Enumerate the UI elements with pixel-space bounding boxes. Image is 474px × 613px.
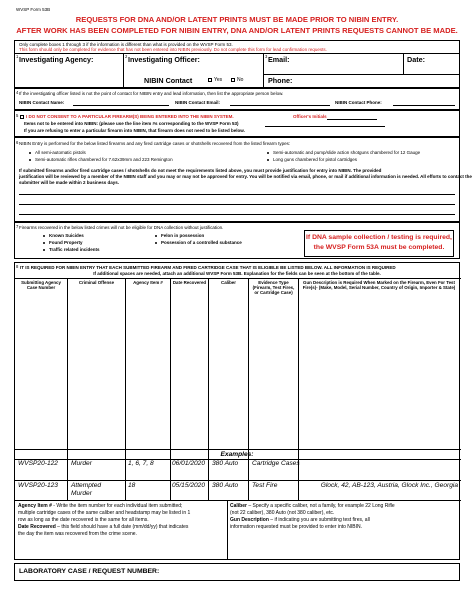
- dna-alert-box: [304, 230, 454, 257]
- contact-phone-field[interactable]: [393, 105, 455, 106]
- bullet-suicides: Known Suicides: [43, 233, 84, 238]
- bullet-controlled-substance: Possession of a controlled substance: [155, 240, 242, 245]
- header-line-2: AFTER WORK HAS BEEN COMPLETED FOR NIBIN ENTRY, DNA AND/OR LATENT PRINTS REQUESTS CANNOT BE MADE.: [16, 26, 458, 35]
- contact-email-field[interactable]: [230, 105, 330, 106]
- explanation-item: Agency Item # - Write the item number for each individual item submitted;: [18, 503, 183, 509]
- example-1-caliber: 380 Auto: [212, 460, 239, 467]
- header-line-1: REQUESTS FOR DNA AND/OR LATENT PRINTS MUST BE MADE PRIOR TO NIBIN ENTRY.: [75, 15, 399, 24]
- table-additional-line: If additional spaces are needed, attach an additional WVSP Form 53B. Explanation for the fields can be seen at the bottom of the table.: [93, 271, 381, 276]
- section1-intro: Only complete boxes 1 through 3 if the information is different than what is provided on the WVSP Form 53.: [19, 42, 233, 47]
- yes-label: Yes: [214, 77, 223, 83]
- consent-text: I DO NOT CONSENT TO A PARTICULAR FIREARM(S) BEING ENTERED INTO THE NIBIN SYSTEM.: [26, 114, 234, 119]
- col-header-evidence-type: Evidence Type (Firearm, Test Fires, or Cartridge Case): [252, 280, 295, 295]
- bullet-found-property: Found Property: [43, 240, 83, 245]
- nibin-contact-label: NIBIN Contact: [144, 76, 193, 85]
- explanation-gun: Gun Description – if indicating you are submitting test fires, all: [230, 517, 370, 523]
- example-1-evidence: Cartridge Cases: [252, 460, 300, 467]
- bullet-semi-rifles: Semi-automatic rifles chambered for 7.62x39mm and 223 Remington: [29, 157, 173, 162]
- dna-alert-line-1: If DNA sample collection / testing is required,: [306, 234, 452, 241]
- bullet-traffic: Traffic related incidents: [43, 247, 100, 252]
- dna-alert-line-2: the WVSP Form 53A must be completed.: [313, 244, 445, 251]
- date-label: Date:: [407, 55, 425, 64]
- justification-line-1[interactable]: [19, 194, 455, 195]
- explanation-gun-2: information requested must be provided to enter into NIBIN.: [230, 524, 363, 530]
- section4-para1: If submitted firearms and/or fired cartridge cases / shotshells do not meet the requirements listed above, you must provide justification for entry into NIBIN. The provided: [19, 168, 382, 173]
- col-header-item: Agency Item #: [133, 280, 163, 285]
- example-1-case: WVSP20-122: [18, 460, 58, 467]
- form-number: WVSP Form 53B: [16, 7, 51, 12]
- contact-name-field[interactable]: [73, 105, 169, 106]
- col-header-date: Date Recovered: [172, 280, 207, 285]
- bullet-semi-pistols: All semi-automatic pistols: [29, 150, 86, 155]
- agency-info-box: Only complete boxes 1 through 3 if the information is different than what is provided on the WVSP Form 53. This form should only be completed for evidence that has not been entered into NIBIN previously. Do not complete this form for lead confirmation requests. 1 Investigating Agency: 2 Investigating Officer: 3 Email: Date: NIBIN Contact Yes No Phone:: [14, 40, 460, 88]
- explanation-caliber-2: (not 22 caliber), 380 Auto (not 380 caliber), etc.: [230, 510, 335, 516]
- bullet-shotguns: Semi-automatic and pump/slide action shotguns chambered for 12 Gauge: [267, 150, 420, 155]
- examples-label: Examples:: [220, 451, 254, 458]
- explanation-date: Date Recovered – this field should have a full date (mm/dd/yy) that indicates: [18, 524, 189, 530]
- explanation-item-2: multiple cartridge cases of the same caliber and headstamp may be listed in 1: [18, 510, 191, 516]
- example-1-date: 06/01/2020: [172, 460, 206, 467]
- example-2-offense: Attempted Murder: [71, 482, 102, 497]
- col-header-offense: Criminal Offense: [78, 280, 115, 285]
- evidence-table: 8 IT IS REQUIRED FOR NIBIN ENTRY THAT EACH SUBMITTED FIREARM AND FIRED CARTRIDGE CASE THAT IS ELIGIBLE BE LISTED BELOW. ALL INFORMATION IS REQUIRED If additional spaces are needed, attach an additional WVSP Form 53B. Explanation for the fields can be seen at the bottom of the table. Submitting Agency Case Number Criminal Offense Agency Item # Date Recovered Caliber Evidence Type (Firearm, Test Fires, or Cartridge Case) Gun Description is Required When Marked on the Firearm, Even For Test Fire(s)- (Make, Model, Serial Number, Country of Origin, Importer & State) Examples: WVSP20-122 Murder 1, 6, 7, 8 06/01/2020 380 Auto Cartridge Cases WVSP20-123 Attempted Murder 18 05/15/2020 380 Auto Test Fire Glock, 42, AB-123, Austria, Glock Inc., Georgia Agency Item # - Write the item number for each individual item submitted; multiple cartridge cases of the same caliber and headstamp may be listed in 1 row as long as the date recovered is the same for all items. Date Recovered – this field should have a full date (mm/dd/yy) that indicates the day the item was recovered from the crime scene. Caliber – Specify a specific caliber, not a family, for example 22 Long Rifle (not 22 caliber), 380 Auto (not 380 caliber), etc. Gun Description – if indicating you are submitting test fires, all information requested must be provided to enter into NIBIN.: [14, 262, 460, 560]
- yes-checkbox[interactable]: [208, 78, 212, 82]
- example-1-offense: Murder: [71, 460, 92, 467]
- agency-label: Investigating Agency:: [19, 55, 94, 64]
- bullet-felon: Felon in possession: [155, 233, 204, 238]
- contact-name-label: NIBIN Contact Name:: [19, 100, 65, 105]
- lab-case-label: LABORATORY CASE / REQUEST NUMBER:: [19, 568, 160, 575]
- contact-email-label: NIBIN Contact Email:: [175, 100, 221, 105]
- section3-line2: Items not to be entered into NIBIN: (please use the line item #s corresponding to the WVSP Form 53): [24, 121, 239, 126]
- consent-box: 5 I DO NOT CONSENT TO A PARTICULAR FIREARM(S) BEING ENTERED INTO THE NIBIN SYSTEM. Officer's Initials Items not to be entered into NIBIN: (please use the line item #s corresponding to the WVSP Form 53) If you are refusing to enter a particular firearm into NIBIN, that firearm does not need to be listed below.: [14, 110, 460, 137]
- col-header-caliber: Caliber: [221, 280, 236, 285]
- section4-intro: NIBIN Entry is performed for the below listed firearms and any fired cartridge cases or shotshells recovered from the listed firearm types:: [19, 141, 291, 146]
- section4-para3: submitter will be made within 2 business days.: [19, 180, 120, 185]
- justification-line-2[interactable]: [19, 204, 455, 205]
- officer-label: Investigating Officer:: [128, 55, 200, 64]
- col-header-case-number: Submitting Agency Case Number: [21, 280, 61, 290]
- bullet-long-guns: Long guns chambered for pistol cartridges: [267, 157, 357, 162]
- explanation-date-2: the day the item was recovered from the crime scene.: [18, 531, 137, 537]
- section5-intro: Firearms recovered in the below listed crimes will not be eligible for DNA collection without justification.: [19, 225, 224, 230]
- officer-initials-field[interactable]: [327, 119, 377, 120]
- example-1-item: 1, 6, 7, 8: [128, 460, 154, 467]
- justification-line-3[interactable]: [19, 214, 455, 215]
- example-2-item: 18: [128, 482, 136, 489]
- example-2-date: 05/15/2020: [172, 482, 206, 489]
- dna-box: 7 Firearms recovered in the below listed crimes will not be eligible for DNA collection without justification. Known Suicides Found Property Traffic related incidents Felon in possession Possession of a controlled substance If DNA sample collection / testing is required, the WVSP Form 53A must be completed.: [14, 222, 460, 259]
- contact-info-box: 4 If the investigating officer listed is not the point of contact for NIBIN entry and lead information, then list the appropriate person below. NIBIN Contact Name: NIBIN Contact Email: NIBIN Contact Phone:: [14, 88, 460, 110]
- col-header-gun-description: Gun Description is Required When Marked on the Firearm, Even For Test Fire(s)- (Make, Model, Serial Number, Country of Origin, Importer & State): [302, 280, 456, 290]
- phone-label: Phone:: [268, 76, 293, 85]
- section3-line3: If you are refusing to enter a particular firearm into NIBIN, that firearm does not need to be listed below.: [24, 128, 245, 133]
- nibin-entry-box: 6 NIBIN Entry is performed for the below listed firearms and any fired cartridge cases or shotshells recovered from the listed firearm types: All semi-automatic pistols Semi-automatic rifles chambered for 7.62x39mm and 223 Remington Semi-automatic and pump/slide action shotguns chambered for 12 Gauge Long guns chambered for pistol cartridges If submitted firearms and/or fired cartridge cases / shotshells do not meet the requirements listed above, you must provide justification for entry into NIBIN. The provided justification will be reviewed by a member of the NIBIN staff and you may or may not be approved for entry. You will be notified via email, phone, or mail if additional information is needed. All efforts to contact the submitter will be made within 2 business days.: [14, 137, 460, 222]
- example-2-case: WVSP20-123: [18, 482, 58, 489]
- no-checkbox[interactable]: [231, 78, 235, 82]
- table-required-line: IT IS REQUIRED FOR NIBIN ENTRY THAT EACH SUBMITTED FIREARM AND FIRED CARTRIDGE CASE THAT IS ELIGIBLE BE LISTED BELOW. ALL INFORMATION IS REQUIRED: [20, 265, 396, 270]
- items-not-entered-field[interactable]: [265, 126, 385, 127]
- section4-para2: justification will be reviewed by a member of the NIBIN staff and you may or may not be approved for entry. You will be notified via email, phone, or mail if additional information is needed. All efforts to contact the: [19, 174, 472, 179]
- explanation-item-3: row as long as the date recovered is the same for all items.: [18, 517, 149, 523]
- example-2-gun-description: Glock, 42, AB-123, Austria, Glock Inc., Georgia: [320, 482, 458, 489]
- email-label: Email:: [268, 55, 290, 64]
- example-2-evidence: Test Fire: [252, 482, 278, 489]
- no-label: No: [237, 77, 244, 83]
- example-2-caliber: 380 Auto: [212, 482, 239, 489]
- section1-note: This form should only be completed for evidence that has not been entered into NIBIN previously. Do not complete this form for lead confirmation requests.: [19, 47, 327, 52]
- lab-case-box: [14, 563, 460, 581]
- officer-initials-label: Officer's Initials: [293, 114, 327, 119]
- explanation-caliber: Caliber – Specify a specific caliber, not a family, for example 22 Long Rifle: [230, 503, 395, 509]
- contact-phone-label: NIBIN Contact Phone:: [335, 100, 382, 105]
- section2-text: If the investigating officer listed is not the point of contact for NIBIN entry and lead information, then list the appropriate person below.: [19, 91, 284, 96]
- consent-checkbox[interactable]: [20, 115, 24, 119]
